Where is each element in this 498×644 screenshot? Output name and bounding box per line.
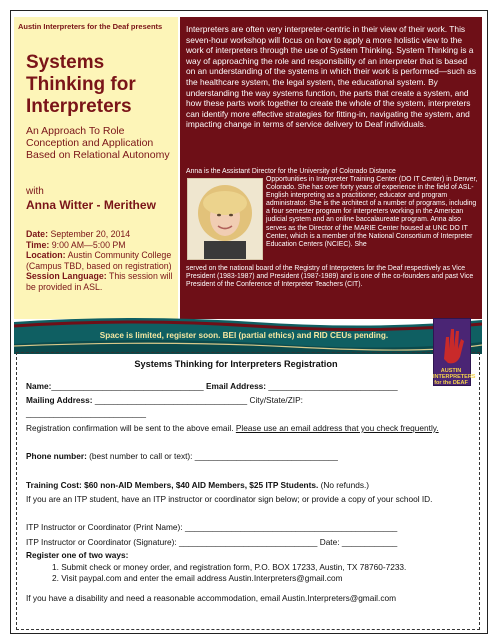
bio-continued: served on the national board of the Registry of Interpreters for the Deaf respectively as Vice President (1983-1987) and President (1987-1989) and is one of the co-founders and past Vice President of the Conference of Interpreter Teachers (CIT). (186, 265, 474, 289)
email-field[interactable]: ____________________________ (268, 381, 398, 391)
mailing-field[interactable]: _________________________________ (94, 395, 248, 405)
itp-signature-row: ITP Instructor or Coordinator (Signature): ______________________________ Date: ____________ (26, 537, 398, 547)
confirmation-note: Registration confirmation will be sent to the above email. Please use an email address that you check frequently. (26, 423, 439, 433)
time-row: Time: 9:00 AM—5:00 PM (26, 239, 126, 250)
workshop-description: Interpreters are often very interpreter-centric in their view of their work. This seven-hour workshop will focus on how to apply a more holistic view to the work of interpreters through the use of System Thinking. System Thinking is a way of approaching the role and responsibility of an interpreter that is based on an understanding of the systems in which their work is performed—such as the healthcare system, the legal system, the educational system. By understanding the way systems function, the parts that create a system, and how these parts work together to create the whole of the system, interpreters can identify more effective strategies for fitting-in, navigating the system, and impacting change in terms of service delivery to Deaf individuals. (186, 24, 477, 130)
disability-note: If you have a disability and need a reasonable accommodation, email Austin.Interpreters@gmail.com (26, 593, 396, 603)
bio-wrapped-text: Opportunities in Interpreter Training Center (DO IT Center) in Denver, Colorado. She has over forty years of experience in the field of ASL-English interpreting as a practitioner, educator and program administrator. She is the architect of a number of programs, including a four semester program for interpreters working in the American judicial system and an online baccalaureate program. Anna also serves as the Director of the MARIE Center housed at UNC DO IT Center, which is a member of the National Consortium of Interpreter Education Centers (NCIEC). She (266, 176, 478, 248)
itp-signature-field[interactable]: ______________________________ (178, 537, 318, 547)
bio-first-line: Anna is the Assistant Director for the University of Colorado Distance (186, 168, 396, 175)
space-limited-banner: Space is limited, register soon. BEI (partial ethics) and RID CEUs pending. (99, 331, 389, 340)
city-row (26, 408, 146, 418)
phone-row: Phone number: (best number to call or text): _______________________________ (26, 451, 338, 461)
itp-note: If you are an ITP student, have an ITP instructor or coordinator sign below; or provide a copy of your school ID. (26, 494, 433, 504)
register-way-2: 2. Visit paypal.com and enter the email address Austin.Interpreters@gmail.com (52, 573, 343, 583)
logo-text: AUSTIN INTERPRETERS for the DEAF (433, 368, 476, 386)
register-way-1: 1. Submit check or money order, and registration form, P.O. BOX 17233, Austin, TX 78760-7233. (52, 562, 407, 572)
name-field[interactable]: _________________________________ (51, 381, 204, 391)
with-label: with (26, 186, 44, 197)
presenter-photo-image (188, 179, 262, 259)
city-field[interactable]: __________________________ (26, 408, 146, 418)
name-row: Name:_________________________________ Email Address: ____________________________ (26, 381, 398, 391)
presenter-name: Anna Witter - Merithew (26, 198, 156, 212)
mailing-row: Mailing Address: _________________________________ City/State/ZIP: (26, 395, 303, 405)
phone-field[interactable]: _______________________________ (194, 451, 338, 461)
presenter-photo (187, 178, 263, 260)
itp-print-field[interactable]: ______________________________________________ (184, 522, 398, 532)
register-ways-title: Register one of two ways: (26, 550, 129, 560)
location-row: Location: Austin Community College (Campus TBD, based on registration) (26, 250, 172, 271)
registration-title: Systems Thinking for Interpreters Registration (134, 359, 338, 369)
itp-print-row: ITP Instructor or Coordinator (Print Name): ______________________________________________ (26, 522, 398, 532)
presenting-org: Austin Interpreters for the Deaf presents (18, 22, 163, 31)
date-row: Date: September 20, 2014 (26, 229, 131, 239)
cost-row: Training Cost: $60 non-AID Members, $40 AID Members, $25 ITP Students. (No refunds.) (26, 480, 370, 490)
event-details (26, 229, 174, 292)
workshop-title: Systems Thinking for Interpreters (26, 52, 136, 117)
workshop-subtitle: An Approach To Role Conception and Application Based on Relational Autonomy (26, 125, 170, 161)
itp-date-field[interactable]: ____________ (341, 537, 398, 547)
language-row: Session Language: This session will be provided in ASL. (26, 271, 173, 292)
registration-form-border (16, 352, 480, 630)
